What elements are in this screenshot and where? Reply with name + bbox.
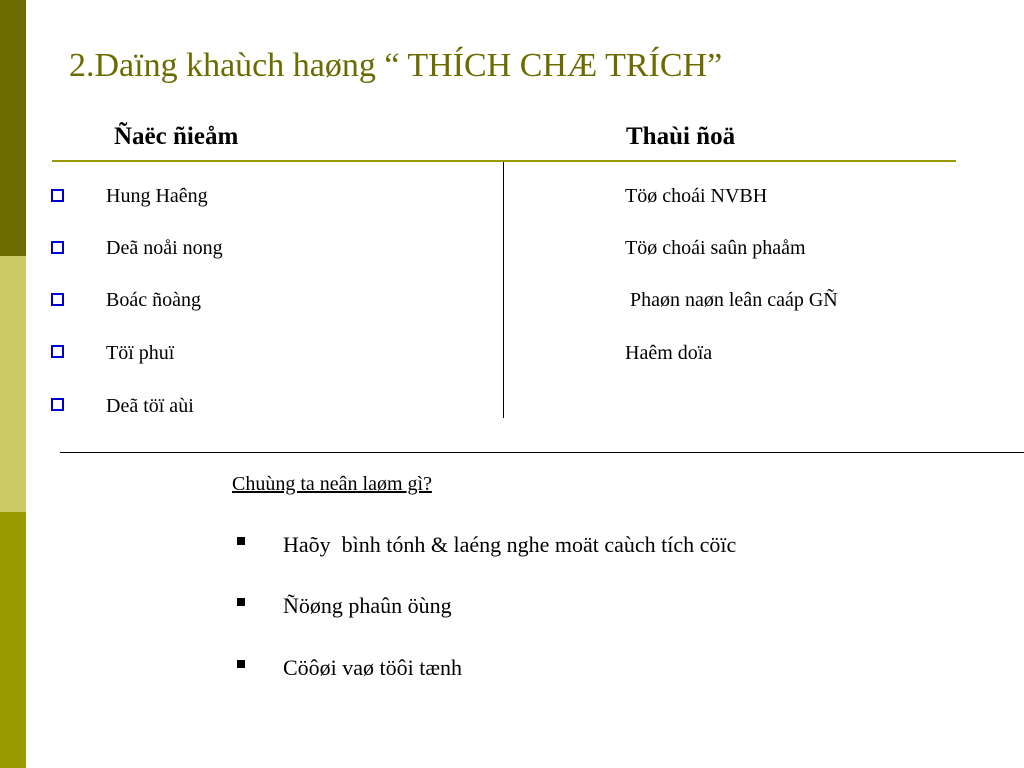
side-bar-dark-segment bbox=[0, 0, 26, 256]
action-item: Haõy bình tónh & laéng nghe moät caùch tích cöïc bbox=[283, 532, 737, 557]
section-divider bbox=[60, 452, 1024, 453]
header-underline bbox=[52, 160, 956, 162]
hollow-square-bullet-icon bbox=[51, 241, 64, 254]
hollow-square-bullet-icon bbox=[51, 398, 64, 411]
attitude-item: Töø choái NVBH bbox=[625, 185, 768, 207]
characteristic-item: Boác ñoàng bbox=[106, 289, 201, 311]
column-header-characteristics: Ñaëc ñieåm bbox=[114, 123, 239, 150]
question-heading: Chuùng ta neân laøm gì? bbox=[232, 473, 432, 495]
characteristic-item: Töï phuï bbox=[106, 342, 175, 364]
column-header-attitude: Thaùi ñoä bbox=[626, 123, 736, 150]
filled-square-bullet-icon bbox=[237, 660, 245, 668]
action-item: Cöôøi vaø töôi tænh bbox=[283, 655, 463, 680]
slide-title: 2.Daïng khaùch haøng “ THÍCH CHÆ TRÍCH” bbox=[69, 47, 723, 84]
characteristic-item: Deã töï aùi bbox=[106, 395, 194, 417]
hollow-square-bullet-icon bbox=[51, 293, 64, 306]
characteristic-item: Hung Haêng bbox=[106, 185, 208, 207]
hollow-square-bullet-icon bbox=[51, 345, 64, 358]
attitude-item: Töø choái saûn phaåm bbox=[625, 237, 806, 259]
action-item: Ñöøng phaûn öùng bbox=[283, 593, 452, 618]
side-bar-light-segment bbox=[0, 256, 26, 512]
column-divider bbox=[503, 162, 504, 418]
filled-square-bullet-icon bbox=[237, 537, 245, 545]
filled-square-bullet-icon bbox=[237, 598, 245, 606]
attitude-item: Phaøn naøn leân caáp GÑ bbox=[625, 289, 838, 311]
side-bar-olive-segment bbox=[0, 512, 26, 768]
hollow-square-bullet-icon bbox=[51, 189, 64, 202]
characteristic-item: Deã noåi nong bbox=[106, 237, 223, 259]
attitude-item: Haêm doïa bbox=[625, 342, 713, 364]
decorative-side-bar bbox=[0, 0, 26, 768]
